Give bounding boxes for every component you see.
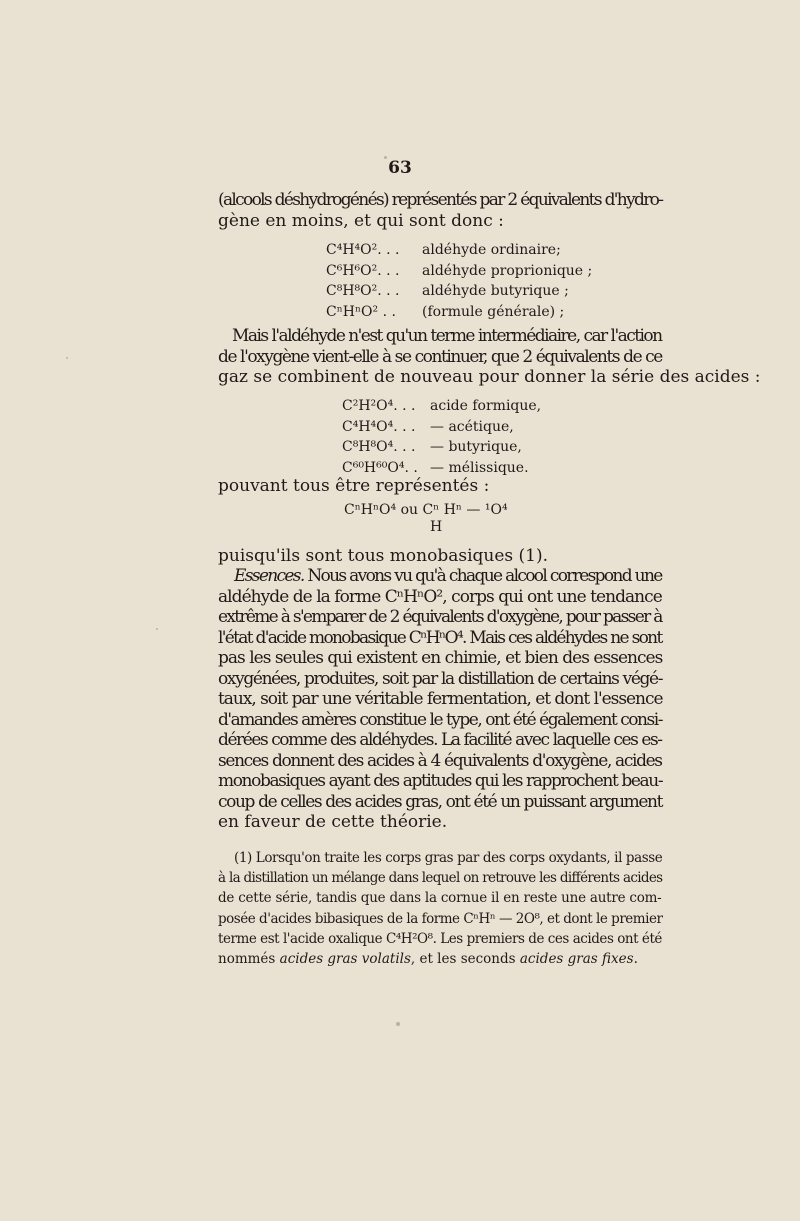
text-line: (alcools déshydrogénés) représentés par 2 équivalents d'hydro-	[218, 190, 663, 210]
footnote-line: terme est l'acide oxalique C⁴H²O⁸. Les premiers de ces acides ont été	[218, 930, 662, 947]
italic-term: acides gras volatils	[279, 951, 411, 968]
formula-subscript: H	[430, 519, 443, 535]
text-line: pas les seules qui existent en chimie, et bien des essences	[218, 648, 663, 668]
acid-list	[342, 396, 541, 478]
compound-name: aldéhyde proprionique ;	[422, 262, 593, 279]
acid-row	[342, 417, 541, 438]
text-line: Mais l'aldéhyde n'est qu'un terme intermédiaire, car l'action	[232, 326, 662, 346]
text-line: puisqu'ils sont tous monobasiques (1).	[218, 546, 549, 566]
paragraph-essences	[218, 566, 662, 833]
aldehyde-row	[326, 261, 592, 282]
text-line: extrême à s'emparer de 2 équivalents d'oxygène, pour passer à	[218, 607, 662, 627]
text-line: pouvant tous être représentés :	[218, 476, 490, 496]
chemical-formula: C⁸H⁸O². . .	[326, 283, 400, 299]
compound-name: — butyrique,	[430, 439, 522, 455]
text-line: de l'oxygène vient-elle à se continuer, que 2 équivalents de ce	[218, 346, 662, 367]
acid-row	[342, 396, 541, 417]
text-line: d'amandes amères constitue le type, ont été également consi-	[218, 709, 662, 730]
text-line: taux, soit par une véritable fermentation, et dont l'essence	[218, 689, 663, 709]
aldehyde-row	[326, 302, 592, 323]
aldehyde-row	[326, 240, 592, 261]
text-line: sences donnent des acides à 4 équivalents d'oxygène, acides	[218, 750, 662, 771]
paragraph-monobasic	[218, 546, 662, 567]
compound-name: — mélissique.	[430, 459, 529, 476]
compound-name: aldéhyde ordinaire;	[422, 242, 561, 258]
paragraph-representation	[218, 476, 662, 497]
section-lead: Essences.	[234, 566, 304, 586]
chemical-formula: C⁸H⁸O⁴. . .	[342, 439, 416, 455]
aldehyde-row	[326, 281, 592, 302]
footnote-line: à la distillation un mélange dans lequel on retrouve les différents acides	[218, 870, 663, 887]
paper-speck	[66, 357, 68, 359]
page-number: 63	[388, 158, 412, 178]
text-line: monobasiques ayant des aptitudes qui les rapprochent beau-	[218, 771, 663, 791]
text-run: Nous avons vu qu'à chaque alcool correspond une	[303, 566, 662, 586]
chemical-formula: C⁶⁰H⁶⁰O⁴. .	[342, 459, 418, 476]
acid-row	[342, 458, 541, 479]
text-line: gène en moins, et qui sont donc :	[218, 210, 504, 231]
formula-line: CⁿHⁿO⁴ ou Cⁿ Hⁿ — ¹O⁴	[344, 502, 508, 518]
compound-name: aldéhyde butyrique ;	[422, 283, 569, 299]
text-run: nommés	[218, 951, 280, 968]
chemical-formula: C⁴H⁴O⁴. . .	[342, 418, 416, 435]
text-line: aldéhyde de la forme CⁿHⁿO², corps qui ont une tendance	[218, 586, 662, 607]
chemical-formula: C²H²O⁴. . .	[342, 398, 416, 414]
chemical-formula: C⁶H⁶O². . .	[326, 262, 400, 279]
footnote-line: posée d'acides bibasiques de la forme CⁿHⁿ — 2O⁸, et dont le premier	[218, 910, 663, 927]
footnote-line	[218, 949, 662, 969]
compound-name: acide formique,	[430, 398, 542, 414]
paragraph-aldehyde	[218, 326, 761, 388]
footnote	[218, 848, 662, 969]
paragraph-intro	[218, 190, 662, 231]
text-line: gaz se combinent de nouveau pour donner la série des acides :	[218, 367, 761, 387]
footnote-line: de cette série, tandis que dans la cornue il en reste une autre com-	[218, 890, 662, 907]
text-run: , et les seconds	[410, 951, 520, 968]
aldehyde-list	[326, 240, 592, 322]
paper-speck	[396, 1022, 400, 1026]
chemical-formula: CⁿHⁿO² . .	[326, 303, 396, 320]
text-line: dérées comme des aldéhydes. La facilité avec laquelle ces es-	[218, 730, 662, 750]
footnote-line: (1) Lorsqu'on traite les corps gras par des corps oxydants, il passe	[234, 850, 663, 866]
general-formula	[344, 502, 508, 536]
italic-term: acides gras fixes	[519, 951, 634, 968]
text-line	[218, 566, 662, 587]
text-line: oxygénées, produites, soit par la distillation de certains végé-	[218, 668, 663, 689]
compound-name: (formule générale) ;	[422, 303, 565, 320]
compound-name: — acétique,	[430, 418, 514, 435]
acid-row	[342, 437, 541, 458]
text-run: .	[633, 951, 638, 968]
chemical-formula: C⁴H⁴O². . .	[326, 242, 400, 258]
paper-speck	[156, 628, 158, 630]
text-line: l'état d'acide monobasique CⁿHⁿO⁴. Mais ces aldéhydes ne sont	[218, 627, 662, 648]
text-line: en faveur de cette théorie.	[218, 812, 448, 832]
text-line: coup de celles des acides gras, ont été un puissant argument	[218, 791, 663, 812]
